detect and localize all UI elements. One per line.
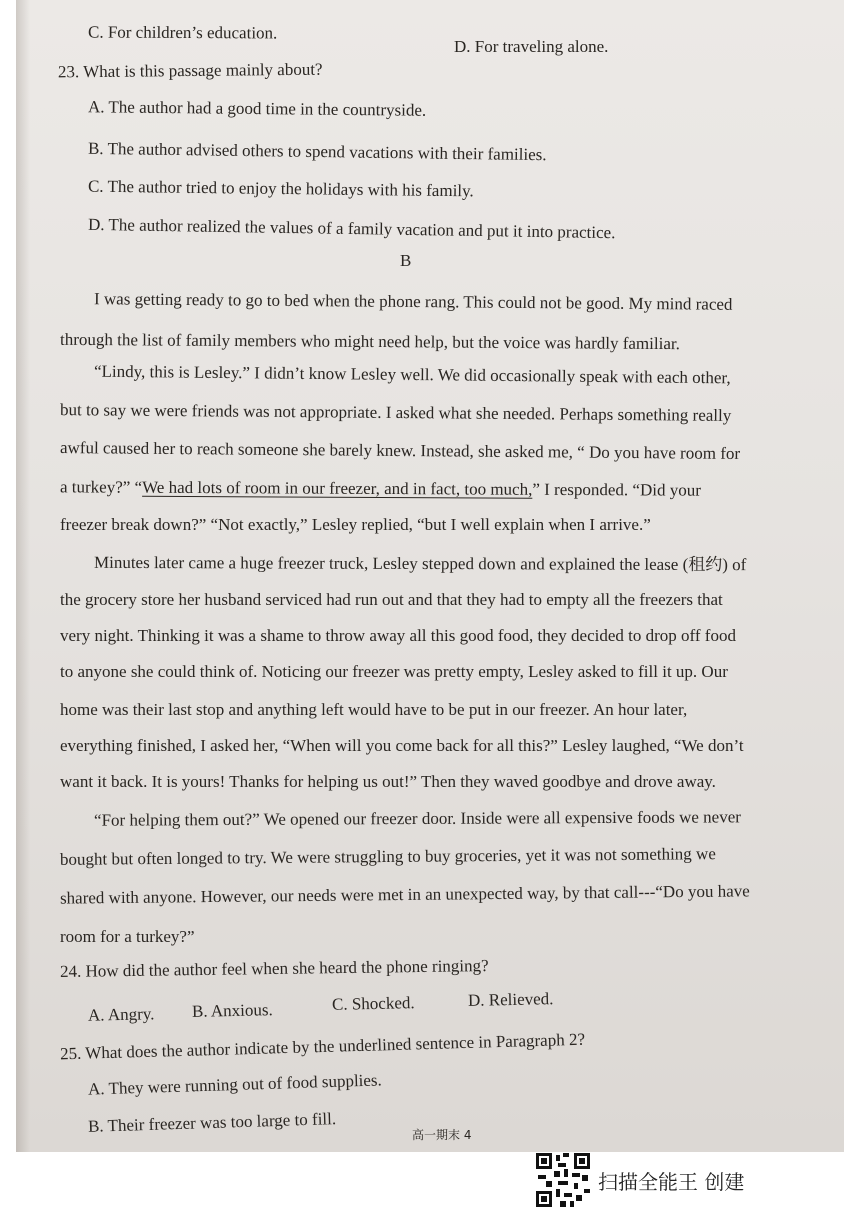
q25-option-b: B. Their freezer was too large to fill. bbox=[87, 1109, 337, 1136]
q24-question: 24. How did the author feel when she heard the phone ringing? bbox=[59, 956, 489, 981]
q22-option-c: C. For children’s education. bbox=[87, 22, 278, 43]
passage-line: the grocery store her husband serviced had run out and that they had to empty all the freezers that bbox=[60, 590, 723, 609]
q25-option-a: A. They were running out of food supplies. bbox=[87, 1070, 383, 1099]
q25-question: 25. What does the author indicate by the underlined sentence in Paragraph 2? bbox=[59, 1029, 586, 1064]
passage-line: want it back. It is yours! Thanks for helping us out!” Then they waved goodbye and drove away. bbox=[60, 772, 716, 791]
q23-option-b: B. The author advised others to spend vacations with their families. bbox=[87, 138, 547, 165]
passage-line: home was their last stop and anything left would have to be put in our freezer. An hour later, bbox=[60, 700, 688, 719]
scanned-page bbox=[16, 0, 844, 1152]
passage-line: I was getting ready to go to bed when the phone rang. This could not be good. My mind raced bbox=[93, 289, 733, 314]
q24-option-a: A. Angry. bbox=[87, 1004, 155, 1025]
passage-line: Minutes later came a huge freezer truck, Lesley stepped down and explained the lease (租约) of bbox=[93, 552, 747, 575]
passage-line: room for a turkey?” bbox=[60, 927, 195, 946]
q22-option-d: D. For traveling alone. bbox=[454, 37, 609, 56]
qr-code-icon bbox=[536, 1153, 590, 1207]
passage-line: freezer break down?” “Not exactly,” Lesley replied, “but I well explain when I arrive.” bbox=[60, 515, 651, 534]
passage-line: “Lindy, this is Lesley.” I didn’t know Lesley well. We did occasionally speak with each other, bbox=[93, 361, 731, 388]
passage-text: ” I responded. “Did your bbox=[532, 479, 701, 500]
passage-line: very night. Thinking it was a shame to throw away all this good food, they decided to drop off food bbox=[60, 626, 736, 645]
page-footer-label: 高一期末 4 bbox=[412, 1128, 472, 1142]
section-letter: B bbox=[400, 251, 412, 270]
passage-line: through the list of family members who might need help, but the voice was hardly familiar. bbox=[59, 329, 680, 354]
passage-line: but to say we were friends was not appropriate. I asked what she needed. Perhaps something really bbox=[59, 400, 732, 425]
passage-line-with-underline bbox=[60, 476, 701, 501]
passage-text: a turkey?” “ bbox=[59, 477, 143, 497]
passage-line: everything finished, I asked her, “When will you come back for all this?” Lesley laughed, “We don’t bbox=[60, 736, 744, 755]
q23-option-d: D. The author realized the values of a family vacation and put it into practice. bbox=[87, 214, 616, 243]
underlined-sentence: We had lots of room in our freezer, and in fact, too much, bbox=[142, 477, 533, 499]
q23-question: 23. What is this passage mainly about? bbox=[57, 59, 323, 82]
passage-line: shared with anyone. However, our needs were met in an unexpected way, by that call---“Do you have bbox=[59, 881, 750, 908]
page-edge-shadow bbox=[16, 0, 30, 1152]
scanner-watermark-label: 扫描全能王 创建 bbox=[598, 1170, 745, 1194]
passage-line: to anyone she could think of. Noticing our freezer was pretty empty, Lesley asked to fill it up. Our bbox=[60, 662, 728, 681]
passage-line: bought but often longed to try. We were struggling to buy groceries, yet it was not something we bbox=[59, 844, 716, 869]
q23-option-a: A. The author had a good time in the countryside. bbox=[87, 97, 427, 120]
q24-option-c: C. Shocked. bbox=[331, 993, 415, 1014]
q24-option-b: B. Anxious. bbox=[191, 1000, 273, 1021]
passage-line: “For helping them out?” We opened our freezer door. Inside were all expensive foods we never bbox=[93, 807, 741, 830]
q23-option-c: C. The author tried to enjoy the holidays with his family. bbox=[87, 176, 474, 201]
passage-line: awful caused her to reach someone she barely knew. Instead, she asked me, “ Do you have room for bbox=[59, 438, 741, 463]
q24-option-d: D. Relieved. bbox=[467, 989, 554, 1010]
